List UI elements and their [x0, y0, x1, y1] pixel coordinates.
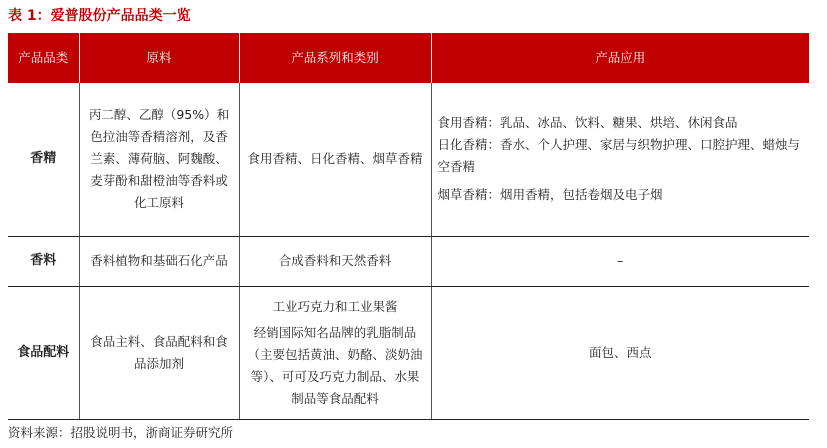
- category-cell: 香料: [8, 236, 79, 286]
- category-cell: 食品配料: [8, 286, 79, 419]
- table-row: [8, 236, 809, 286]
- application-cell: 面包、西点: [431, 286, 809, 419]
- application-cell: –: [431, 236, 809, 286]
- header-category: 产品品类: [8, 33, 79, 83]
- product-category-table: [8, 33, 809, 420]
- table-row: [8, 286, 809, 419]
- header-material: 原料: [79, 33, 239, 83]
- application-cell: [431, 83, 809, 236]
- series-cell: 合成香料和天然香料: [239, 236, 431, 286]
- source-note: 资料来源：招股说明书，浙商证券研究所: [8, 425, 234, 440]
- series-cell: [239, 286, 431, 419]
- table-row: [8, 83, 809, 236]
- material-cell: 食品主料、食品配料和食品添加剂: [79, 286, 239, 419]
- series-line: 经销国际知名品牌的乳脂制品（主要包括黄油、奶酪、淡奶油等）、可可及巧克力制品、水果制品等食品配料: [247, 324, 423, 406]
- material-cell: 丙二醇、乙醇（95%）和色拉油等香精溶剂，及香兰素、薄荷脑、阿魏酸、麦芽酚和甜橙油等香料或化工原料: [79, 83, 239, 236]
- category-cell: 香精: [8, 83, 79, 236]
- application-line: 食用香精：乳品、冰品、饮料、糖果、烘培、休闲食品: [437, 115, 738, 131]
- application-line: 烟草香精：烟用香精，包括卷烟及电子烟: [437, 187, 663, 203]
- header-application: 产品应用: [431, 33, 809, 83]
- series-cell: 食用香精、日化香精、烟草香精: [239, 83, 431, 236]
- header-series: 产品系列和类别: [239, 33, 431, 83]
- table-header-row: [8, 33, 809, 83]
- application-line: 日化香精：香水、个人护理、家居与织物护理、口腔护理、蜡烛与空香精: [437, 137, 801, 175]
- series-line: 工业巧克力和工业果酱: [272, 298, 398, 314]
- material-cell: 香料植物和基础石化产品: [79, 236, 239, 286]
- table-title: 表 1：爱普股份产品品类一览: [8, 8, 191, 24]
